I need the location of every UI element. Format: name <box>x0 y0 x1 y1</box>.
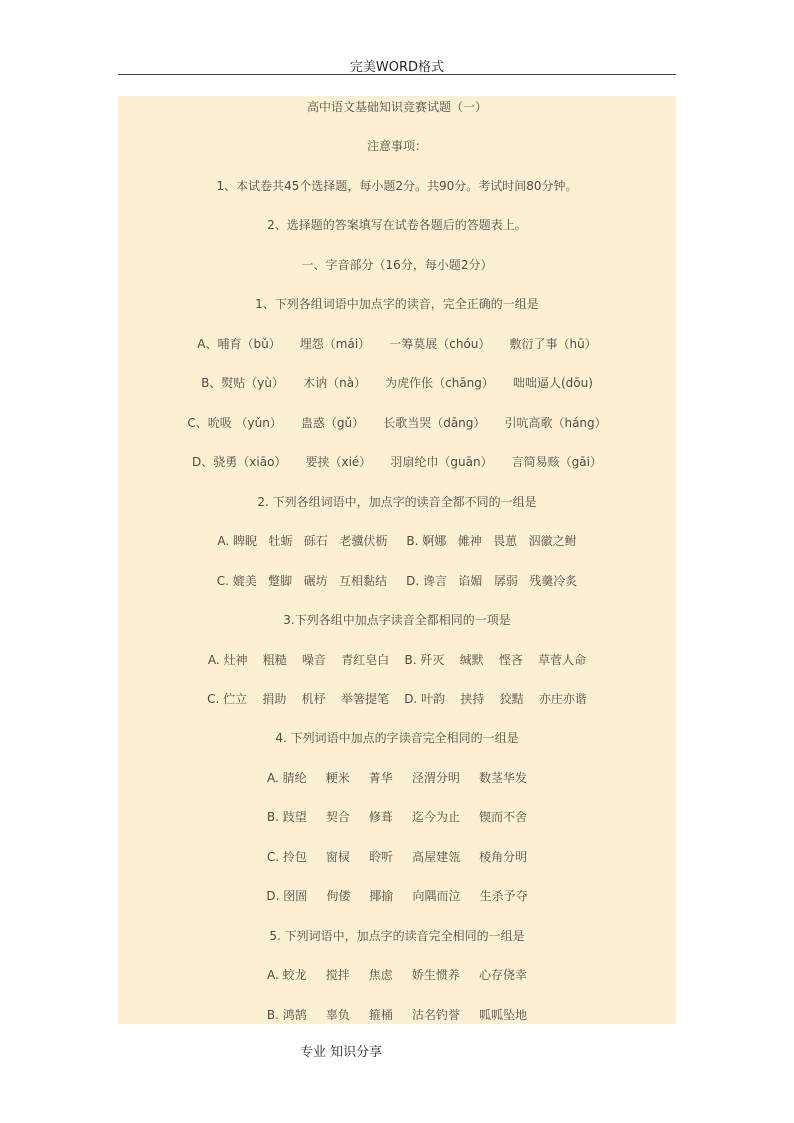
page-footer: 专业 知识分享 <box>300 1045 383 1060</box>
q3-options-cd: C. 伫立 捐助 机杼 举箸提笔 D. 叶韵 挟持 狡黠 亦庄亦谐 <box>207 692 587 706</box>
notice-heading: 注意事项： <box>366 139 427 153</box>
q5-option-a: A. 蛟龙 搅拌 焦虑 娇生惯养 心存侥幸 <box>267 968 527 982</box>
header-divider <box>118 74 676 75</box>
question-5: 5. 下列词语中，加点字的读音完全相同的一组是 <box>269 929 525 943</box>
q1-option-a: A、哺育（bǔ） 埋怨（mái） 一筹莫展（chóu） 敷衍了事（hū） <box>197 337 597 351</box>
q4-option-a: A. 腈纶 粳米 菁华 泾渭分明 数茎华发 <box>267 771 527 785</box>
q5-option-b: B. 鸿鹄 辜负 箍桶 沽名钓誉 呱呱坠地 <box>266 1008 528 1022</box>
q2-options-ab: A. 睥睨 牡蛎 砾石 老骥伏枥 B. 婀娜 傩神 畏葸 泅徽之鲋 <box>217 534 577 548</box>
content-panel <box>118 96 676 1024</box>
q4-option-c: C. 拎包 窗棂 聆听 高屋建瓴 棱角分明 <box>266 850 528 864</box>
q1-option-d: D、骁勇（xiāo） 要挟（xié） 羽扇纶巾（guān） 言简易赅（gāi） <box>192 455 602 469</box>
q4-option-d: D. 囹圄 佝偻 揶揄 向隅而泣 生杀予夺 <box>266 889 528 903</box>
question-3: 3.下列各组中加点字读音全都相同的一项是 <box>283 613 511 627</box>
notice-item-1: 1、本试卷共45个选择题，每小题2分。共90分。考试时间80分钟。 <box>216 179 578 193</box>
exam-title: 高中语文基础知识竞赛试题（一） <box>306 100 487 114</box>
q1-option-c: C、吮吸 （yǔn） 蛊惑（gǔ） 长歌当哭（dāng） 引吭高歌（háng） <box>187 416 607 430</box>
question-1: 1、下列各组词语中加点字的读音，完全正确的一组是 <box>255 297 539 311</box>
question-2: 2. 下列各组词语中，加点字的读音全都不同的一组是 <box>257 495 537 509</box>
notice-item-2: 2、选择题的答案填写在试卷各题后的答题表上。 <box>267 218 527 232</box>
q3-options-ab: A. 灶神 粗糙 噪音 青红皂白 B. 歼灭 缄默 悭吝 草菅人命 <box>207 653 587 667</box>
question-4: 4. 下列词语中加点的字读音完全相同的一组是 <box>275 731 519 745</box>
q2-options-cd: C. 媲美 蹩脚 碾坊 互相黏结 D. 谗言 谄媚 孱弱 残羹冷炙 <box>216 574 578 588</box>
page-header: 完美WORD格式 <box>349 60 445 75</box>
q4-option-b: B. 跂望 契合 修葺 迄今为止 锲而不舍 <box>266 810 528 824</box>
section-heading: 一、字音部分（16分，每小题2分） <box>301 258 493 272</box>
q1-option-b: B、熨贴（yù） 木讷（nà） 为虎作伥（chāng） 咄咄逼人(dōu) <box>201 376 593 390</box>
